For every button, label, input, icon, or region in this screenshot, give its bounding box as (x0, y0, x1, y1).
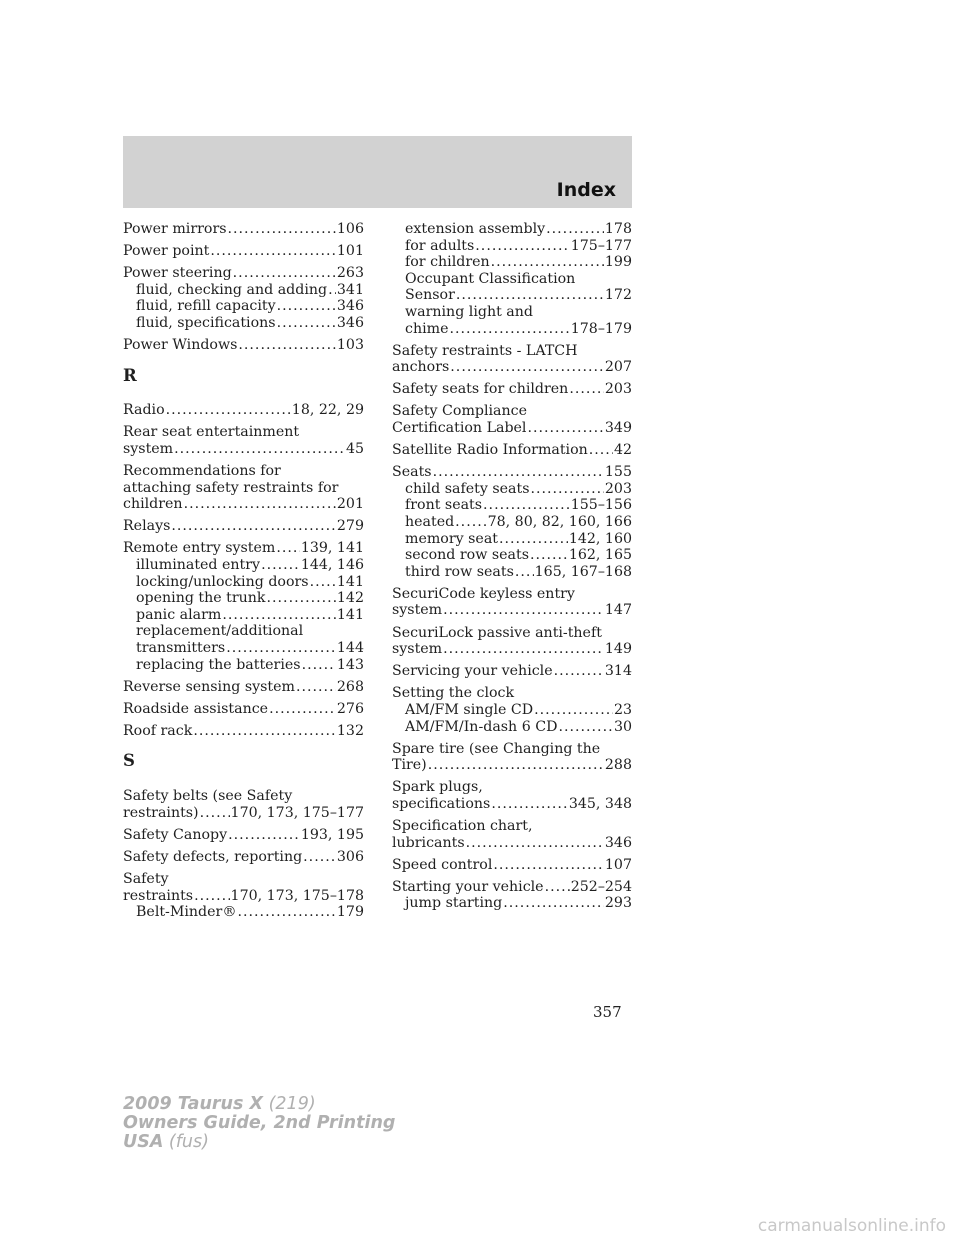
index-term: Sensor (405, 287, 455, 304)
index-page-ref: 147 (604, 602, 632, 619)
index-subentry-line (123, 315, 364, 332)
dot-leader (546, 221, 604, 238)
index-entry (392, 464, 632, 580)
index-entry-line (123, 463, 364, 480)
index-page-ref: 141 (336, 606, 364, 623)
index-entry-line (123, 888, 364, 905)
footer-model: 2009 Taurus X (123, 1094, 264, 1114)
index-page-ref: 172 (604, 287, 632, 304)
index-entry (392, 442, 632, 459)
dot-leader (530, 481, 603, 498)
index-entry-line (392, 835, 632, 852)
index-page-ref: 107 (604, 856, 632, 873)
index-page-ref: 106 (336, 221, 364, 237)
index-term: for adults (405, 237, 475, 254)
index-entry (123, 827, 364, 844)
index-term: Occupant Classification (405, 270, 576, 287)
index-term: Speed control (392, 856, 493, 873)
dot-leader (277, 315, 336, 332)
index-term: Power point (123, 243, 210, 260)
watermark: carmanualsonline.info (757, 1216, 946, 1236)
dot-leader (493, 857, 604, 874)
index-page-ref: 345, 348 (568, 795, 632, 812)
dot-leader (238, 337, 336, 354)
index-subentry-line (392, 719, 632, 736)
index-entry (392, 818, 632, 851)
index-term: front seats (405, 497, 483, 514)
index-term: second row seats (405, 547, 529, 564)
index-subentry-line (123, 640, 364, 657)
dot-leader (456, 287, 604, 304)
index-term: Satellite Radio Information (392, 442, 588, 459)
index-page-ref: 346 (336, 314, 364, 331)
index-entry-line (123, 221, 364, 238)
index-entry-line (123, 679, 364, 696)
index-entry (123, 463, 364, 513)
index-term: Belt-Minder® (136, 904, 237, 921)
dot-leader (443, 602, 604, 619)
index-term: Spark plugs, (392, 779, 483, 796)
index-term: child safety seats (405, 480, 530, 497)
index-entry-line (123, 402, 364, 419)
index-page-ref: 78, 80, 82, 160, 166 (487, 514, 632, 530)
index-subentry-line (392, 547, 632, 564)
index-entry (123, 243, 364, 260)
index-entry (392, 879, 632, 912)
index-page-ref: 252–254 (570, 878, 632, 895)
index-term: memory seat (405, 530, 498, 547)
index-term: Servicing your vehicle (392, 663, 553, 680)
index-term: Safety restraints - LATCH (392, 342, 578, 359)
index-page-ref: 306 (336, 848, 364, 865)
index-term: AM/FM/In-dash 6 CD (405, 718, 558, 735)
index-entry (392, 586, 632, 619)
dot-leader (267, 590, 336, 607)
index-subentry-line (392, 221, 632, 238)
index-entry (392, 343, 632, 376)
index-entry-line (392, 879, 632, 896)
index-entry-line (392, 602, 632, 619)
index-entry (123, 424, 364, 457)
dot-leader (166, 402, 291, 419)
index-page-ref: 170, 173, 175–178 (230, 887, 364, 904)
index-entry (123, 337, 364, 354)
index-term: illuminated entry (136, 557, 261, 573)
dot-leader (226, 640, 336, 657)
index-term: SecuriLock passive anti-theft (392, 624, 602, 641)
index-entry (123, 265, 364, 331)
index-entry-line (123, 518, 364, 535)
dot-leader (428, 757, 604, 774)
index-page-ref: 30 (613, 718, 632, 735)
index-subentry-line (392, 321, 632, 338)
index-entry-line (123, 805, 364, 822)
index-subentry-line (392, 254, 632, 271)
index-subentry-line (123, 623, 364, 640)
index-term: Safety belts (see Safety (123, 788, 293, 805)
index-term: Safety seats for children (392, 381, 569, 398)
index-page-ref: 199 (604, 254, 632, 271)
index-entry-line (392, 442, 632, 459)
dot-leader (296, 679, 336, 696)
index-page-ref: 276 (336, 700, 364, 717)
index-column-left (123, 221, 364, 926)
index-page-ref: 279 (336, 518, 364, 535)
dot-leader (194, 888, 229, 905)
index-entry (392, 857, 632, 874)
dot-leader (455, 514, 486, 531)
index-term: Radio (123, 402, 165, 419)
index-subentry-line (392, 514, 632, 531)
index-subentry-line (392, 564, 632, 581)
index-term: Rear seat entertainment (123, 424, 300, 441)
index-entry-line (123, 480, 364, 497)
dot-leader (276, 540, 299, 557)
index-term: jump starting (405, 895, 503, 912)
index-page-ref: 193, 195 (300, 826, 364, 843)
index-term: Safety Compliance (392, 403, 527, 420)
index-term: system (123, 440, 174, 457)
index-term: panic alarm (136, 606, 222, 623)
index-page-ref: 170, 173, 175–177 (230, 804, 364, 821)
index-term: Starting your vehicle (392, 878, 544, 895)
index-column-right (392, 221, 632, 917)
index-term: for children (405, 254, 490, 271)
index-entry-line (392, 420, 632, 437)
index-page-ref: 349 (604, 420, 632, 437)
dot-leader (193, 723, 336, 740)
index-entry-line (392, 641, 632, 658)
index-page-ref: 23 (613, 701, 632, 718)
index-term: system (392, 602, 443, 619)
index-page-ref: 143 (336, 656, 364, 673)
dot-leader (174, 441, 345, 458)
dot-leader (545, 879, 570, 896)
index-term: restraints (123, 887, 194, 904)
index-subentry-line (123, 298, 364, 315)
index-letter-heading: R (123, 365, 137, 385)
index-entry (123, 723, 364, 740)
index-page-ref: 263 (336, 265, 364, 282)
index-entry (392, 685, 632, 735)
index-entry (392, 663, 632, 680)
index-entry-line (392, 757, 632, 774)
dot-leader (210, 243, 336, 260)
index-entry (123, 788, 364, 821)
index-term: Reverse sensing system (123, 678, 295, 695)
index-term: restraints) (123, 804, 199, 821)
index-page-ref: 149 (604, 641, 632, 658)
dot-leader (269, 701, 336, 718)
index-page-ref: 155 (604, 464, 632, 481)
index-term: warning light and (405, 303, 533, 320)
index-term: replacing the batteries (136, 656, 301, 673)
index-term: system (392, 641, 443, 658)
dot-leader (328, 282, 336, 299)
index-term: Safety Canopy (123, 826, 228, 843)
index-term: transmitters (136, 639, 226, 656)
index-entry (123, 518, 364, 535)
dot-leader (261, 557, 300, 574)
index-page-ref: 101 (336, 243, 364, 260)
index-term: anchors (392, 359, 450, 376)
index-entry (123, 221, 364, 238)
index-subentry-line (392, 287, 632, 304)
index-subentry-line (123, 657, 364, 674)
dot-leader (491, 796, 568, 813)
index-page-ref: 142, 160 (568, 530, 632, 547)
index-subentry-line (392, 304, 632, 321)
index-entry-line (392, 403, 632, 420)
index-subentry-line (392, 702, 632, 719)
index-term: Specification chart, (392, 818, 533, 834)
index-subentry-line (392, 481, 632, 498)
index-term: chime (405, 320, 449, 337)
index-entry-line (123, 243, 364, 260)
index-page-ref: 42 (613, 442, 632, 459)
index-term: Power mirrors (123, 221, 227, 237)
dot-leader (530, 547, 568, 564)
index-entry-line (392, 464, 632, 481)
dot-leader (466, 835, 604, 852)
index-subentry-line (392, 895, 632, 912)
dot-leader (475, 238, 569, 255)
index-page-ref: 268 (336, 678, 364, 695)
index-entry (123, 540, 364, 673)
index-page-ref: 175–177 (570, 237, 632, 254)
index-page-ref: 103 (336, 337, 364, 354)
dot-leader (491, 254, 604, 271)
dot-leader (228, 827, 300, 844)
index-term: Certification Label (392, 420, 527, 437)
index-term: Roadside assistance (123, 700, 269, 717)
index-term: Safety defects, reporting (123, 848, 303, 865)
index-term: extension assembly (405, 221, 546, 237)
index-entry-line (392, 796, 632, 813)
index-entry (123, 701, 364, 718)
index-page-ref: 201 (336, 496, 364, 513)
footer-market-code: (fus) (163, 1132, 209, 1152)
dot-leader (184, 496, 336, 513)
index-entry (392, 221, 632, 337)
index-page-ref: 178 (604, 221, 632, 237)
index-page-ref: 203 (604, 381, 632, 398)
index-page-ref: 314 (604, 663, 632, 680)
index-page-ref: 162, 165 (568, 547, 632, 564)
index-entry (392, 741, 632, 774)
dot-leader (302, 657, 336, 674)
index-term: Power Windows (123, 337, 238, 354)
dot-leader (310, 574, 336, 591)
index-page-ref: 346 (336, 298, 364, 315)
index-entry-line (123, 723, 364, 740)
header-band (123, 136, 632, 208)
dot-leader (433, 464, 604, 481)
index-term: third row seats (405, 563, 514, 580)
index-entry-line (123, 337, 364, 354)
index-term: children (123, 496, 183, 513)
index-term: fluid, specifications (136, 314, 276, 331)
index-term: Safety (123, 870, 169, 887)
footer-guide: Owners Guide, 2nd Printing (123, 1113, 396, 1133)
dot-leader (503, 895, 604, 912)
index-entry-line (392, 818, 632, 835)
index-entry-line (392, 779, 632, 796)
dot-leader (589, 442, 613, 459)
index-page-ref: 142 (336, 590, 364, 607)
index-term: replacement/additional (136, 623, 304, 640)
index-page-ref: 288 (604, 757, 632, 774)
index-term: Recommendations for (123, 463, 281, 480)
index-term: heated (405, 514, 455, 530)
dot-leader (200, 805, 230, 822)
index-subentry-line (392, 497, 632, 514)
index-entry-line (392, 381, 632, 398)
index-term: Relays (123, 518, 171, 535)
index-entry-line (123, 496, 364, 513)
index-term: fluid, refill capacity (136, 298, 276, 315)
dot-leader (222, 607, 336, 624)
dot-leader (569, 381, 604, 398)
index-entry-line (123, 871, 364, 888)
index-term: Roof rack (123, 722, 193, 739)
dot-leader (450, 359, 604, 376)
index-entry (123, 402, 364, 419)
index-subentry-line (123, 607, 364, 624)
index-entry-line (123, 441, 364, 458)
index-entry-line (123, 788, 364, 805)
footer-market: USA (123, 1132, 164, 1152)
index-entry-line (392, 359, 632, 376)
index-term: attaching safety restraints for (123, 479, 339, 496)
index-page-ref: 155–156 (570, 497, 632, 514)
dot-leader (534, 702, 613, 719)
index-page-ref: 293 (604, 895, 632, 912)
index-entry-line (123, 265, 364, 282)
dot-leader (233, 265, 336, 282)
dot-leader (558, 719, 612, 736)
index-subentry-line (392, 271, 632, 288)
index-entry (123, 871, 364, 921)
dot-leader (443, 641, 604, 658)
index-term: Remote entry system (123, 540, 276, 557)
dot-leader (238, 904, 336, 921)
index-subentry-line (123, 282, 364, 299)
index-subentry-line (392, 531, 632, 548)
index-subentry-line (123, 557, 364, 574)
index-entry-line (392, 586, 632, 603)
index-entry-line (123, 540, 364, 557)
index-page-ref: 346 (604, 834, 632, 851)
index-letter-heading: S (123, 751, 135, 771)
index-subentry-line (123, 904, 364, 921)
print-footer (123, 1095, 395, 1152)
index-subentry-line (392, 238, 632, 255)
index-page-ref: 165, 167–168 (534, 563, 632, 580)
index-page-ref: 141 (336, 573, 364, 590)
dot-leader (228, 221, 336, 238)
index-entry-line (392, 663, 632, 680)
index-page-ref: 203 (604, 480, 632, 497)
dot-leader (554, 663, 604, 680)
index-entry (392, 403, 632, 436)
dot-leader (303, 849, 336, 866)
footer-code: (219) (263, 1094, 316, 1114)
index-page-ref: 178–179 (570, 320, 632, 337)
index-term: Tire) (392, 757, 427, 774)
index-page-ref: 18, 22, 29 (291, 402, 364, 419)
dot-leader (499, 531, 568, 548)
index-entry-line (123, 827, 364, 844)
index-term: fluid, checking and adding (136, 281, 328, 298)
index-entry (123, 679, 364, 696)
index-page-ref: 144, 146 (300, 557, 364, 573)
index-subentry-line (123, 590, 364, 607)
index-term: Power steering (123, 265, 232, 282)
index-entry-line (392, 625, 632, 642)
index-term: Spare tire (see Changing the (392, 740, 601, 757)
index-term: locking/unlocking doors (136, 573, 309, 590)
index-page-ref: 341 (336, 281, 364, 298)
index-entry-line (123, 424, 364, 441)
index-page-ref: 45 (345, 440, 364, 457)
index-entry (123, 849, 364, 866)
index-subentry-line (123, 574, 364, 591)
index-entry (392, 625, 632, 658)
index-entry-line (392, 343, 632, 360)
index-page-ref: 207 (604, 359, 632, 376)
dot-leader (449, 321, 569, 338)
index-page-ref: 179 (336, 904, 364, 921)
index-page-ref: 132 (336, 722, 364, 739)
index-entry (392, 779, 632, 812)
index-entry-line (123, 849, 364, 866)
index-term: SecuriCode keyless entry (392, 585, 575, 602)
index-term: specifications (392, 795, 491, 812)
dot-leader (515, 564, 534, 581)
index-term: opening the trunk (136, 590, 266, 607)
index-term: AM/FM single CD (405, 701, 534, 718)
index-entry (392, 381, 632, 398)
index-term: Seats (392, 464, 432, 481)
index-entry-line (392, 857, 632, 874)
dot-leader (171, 518, 336, 535)
index-entry-line (392, 685, 632, 702)
index-page-ref: 144 (336, 639, 364, 656)
index-entry-line (392, 741, 632, 758)
section-title: Index (556, 179, 616, 201)
page-number: 357 (593, 1003, 622, 1021)
index-entry-line (123, 701, 364, 718)
dot-leader (483, 497, 570, 514)
index-term: Setting the clock (392, 685, 515, 702)
index-page-ref: 139, 141 (300, 540, 364, 557)
dot-leader (277, 298, 336, 315)
dot-leader (527, 420, 603, 437)
index-term: lubricants (392, 834, 465, 851)
